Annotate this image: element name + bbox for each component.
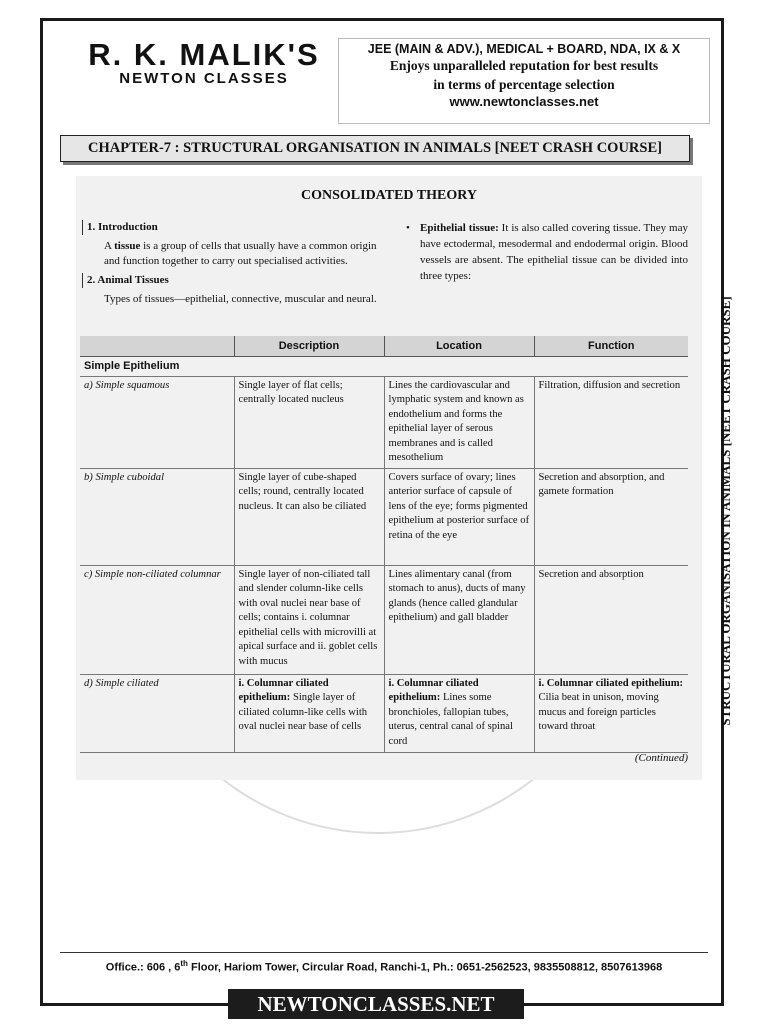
table-subheading-row — [80, 357, 688, 377]
website-link[interactable]: www.newtonclasses.net — [449, 94, 599, 109]
logo-name: R. K. MALIK'S — [88, 37, 320, 72]
tagline-selection: in terms of percentage selection — [433, 77, 615, 92]
bullet-icon: • — [406, 222, 410, 234]
content-scan — [76, 176, 702, 780]
cell-location: i. Columnar ciliated epithelium: Lines some bronchioles, fallopian tubes, uterus, central canal of spinal cord — [384, 674, 534, 752]
tagline-reputation: Enjoys unparalleled reputation for best results — [389, 58, 659, 73]
tissue-table — [80, 336, 688, 753]
cell-function: Filtration, diffusion and secretion — [534, 376, 688, 468]
epithelial-text: Epithelial tissue: It is also called covering tissue. They may have ectodermal, mesodermal and endodermal origin. Blood vessels are absent. The epithelial tissue can be divided into three types: — [420, 222, 688, 282]
cell-description: Single layer of non-ciliated tall and slender column-like cells with oval nuclei near base of cells; contains i. columnar epithelial cells with microvilli at apical surface and ii. goblet cells with mucus — [234, 565, 384, 674]
side-label — [714, 270, 738, 760]
office-address: Office.: 606 , 6th Floor, Hariom Tower, Circular Road, Ranchi-1, Ph.: 0651-2562523, 9835508812, 8507613968 — [60, 952, 708, 974]
sec1-title: 1. Introduction — [82, 220, 382, 235]
table-header-row — [80, 336, 688, 357]
side-label-text: STRUCTURAL ORGANISATION IN ANIMALS [NEET CRASH COURSE] — [718, 296, 733, 726]
term-tissue: tissue — [114, 240, 141, 252]
cell-function: Secretion and absorption, and gamete formation — [534, 468, 688, 565]
cell-description: i. Columnar ciliated epithelium: Single layer of ciliated column-like cells with oval nuclei near base of cells — [234, 674, 384, 752]
col-header: Location — [384, 336, 534, 357]
cell-function: i. Columnar ciliated epithelium: Cilia beat in unison, moving mucus and foreign particles toward throat — [534, 674, 688, 752]
cell-location: Lines the cardiovascular and lymphatic system and known as endothelium and forms the epithelial layer of serous membranes and is called mesothelium — [384, 376, 534, 468]
section-heading: CONSOLIDATED THEORY — [301, 188, 477, 203]
cell-description: Single layer of flat cells; centrally located nucleus — [234, 376, 384, 468]
table-row — [80, 468, 688, 565]
cell-name: d) Simple ciliated — [80, 674, 234, 752]
table-row — [80, 565, 688, 674]
sec1-text: A tissue is a group of cells that usually have a common origin and function together to carry out specialised activities. — [104, 240, 377, 267]
cell-description: Single layer of cube-shaped cells; round, centrally located nucleus. It can also be ciliated — [234, 468, 384, 565]
brand-logo — [80, 38, 328, 87]
logo-subtitle: NEWTON CLASSES — [119, 70, 289, 87]
chapter-title: CHAPTER-7 : STRUCTURAL ORGANISATION IN ANIMALS [NEET CRASH COURSE] — [60, 135, 690, 162]
tagline-box — [338, 38, 710, 124]
right-column — [406, 220, 688, 284]
left-column — [82, 220, 382, 311]
cell-name: c) Simple non-ciliated columnar — [80, 565, 234, 674]
table-row — [80, 674, 688, 752]
cell-location: Lines alimentary canal (from stomach to anus), ducts of many glands (hence called glandular epithelium) and gall bladder — [384, 565, 534, 674]
continued-note: (Continued) — [634, 752, 688, 764]
sec2-text: Types of tissues—epithelial, connective, muscular and neural. — [104, 293, 377, 305]
col-header — [80, 336, 234, 357]
col-header: Description — [234, 336, 384, 357]
col-header: Function — [534, 336, 688, 357]
cell-name: a) Simple squamous — [80, 376, 234, 468]
table-subheading: Simple Epithelium — [80, 357, 688, 377]
cell-location: Covers surface of ovary; lines anterior surface of capsule of lens of the eye; forms pigmented epithelium at posterior surface of retina of the eye — [384, 468, 534, 565]
sec2-title: 2. Animal Tissues — [82, 273, 382, 288]
footer-website[interactable]: NEWTONCLASSES.NET — [228, 989, 524, 1019]
tagline-courses: JEE (MAIN & ADV.), MEDICAL + BOARD, NDA, IX & X — [367, 42, 681, 56]
cell-function: Secretion and absorption — [534, 565, 688, 674]
cell-name: b) Simple cuboidal — [80, 468, 234, 565]
table-row — [80, 376, 688, 468]
